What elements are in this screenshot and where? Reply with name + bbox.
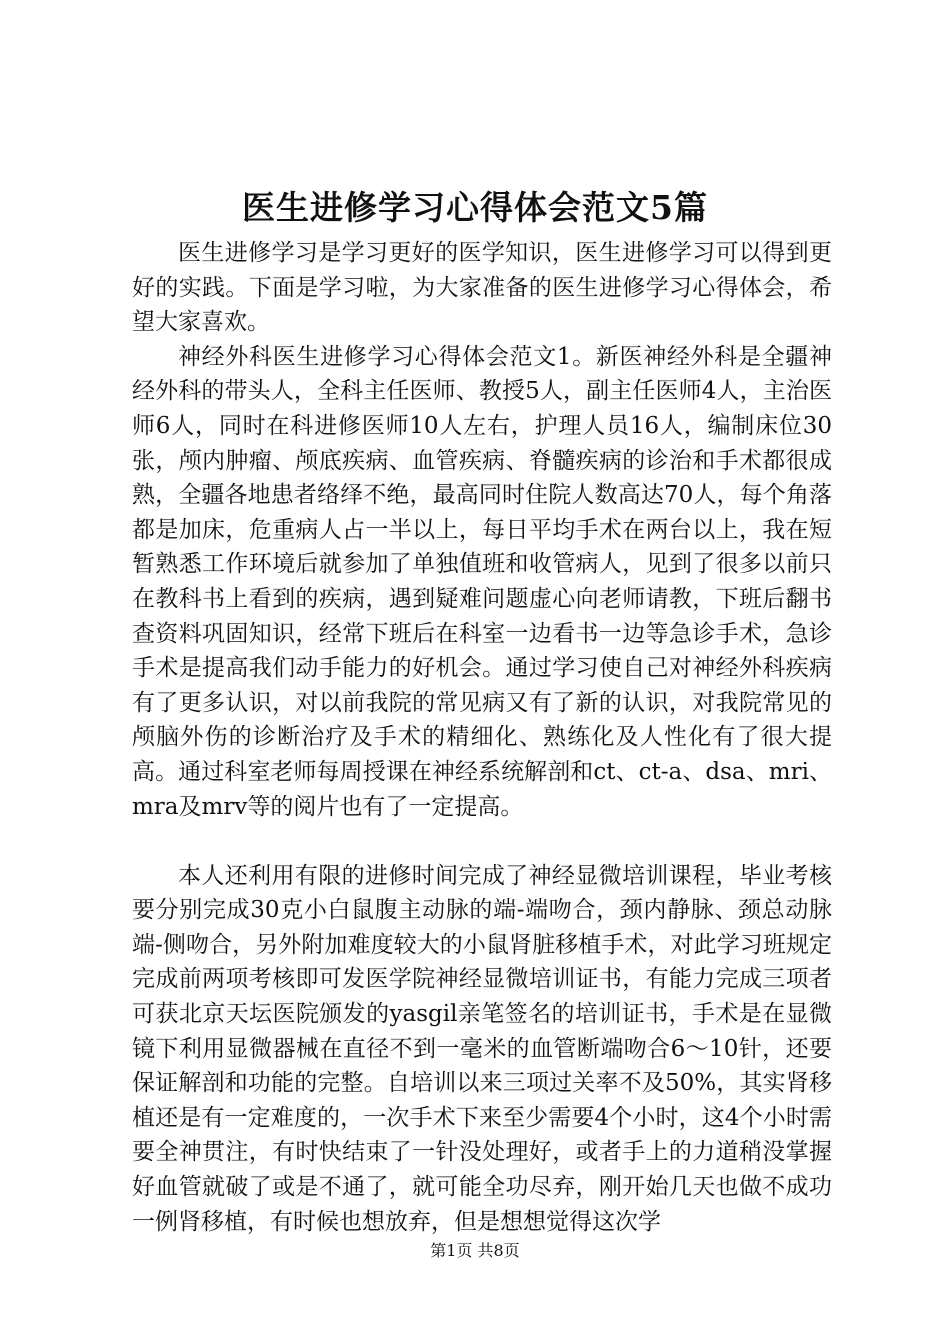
paragraph-sample-1: 神经外科医生进修学习心得体会范文1。新医神经外科是全疆神经外科的带头人，全科主任医师、教授5人，副主任医师4人，主治医师6人，同时在科进修医师10人左右，护理人员16人，编制床位30张，颅内肿瘤、颅底疾病、血管疾病、脊髓疾病的诊治和手术都很成熟，全疆各地患者络绎不绝，最高同时住院人数高达70人，每个角落都是加床，危重病人占一半以上，每日平均手术在两台以上，我在短暂熟悉工作环境后就参加了单独值班和收管病人，见到了很多以前只在教科书上看到的疾病，遇到疑难问题虚心向老师请教，下班后翻书查资料巩固知识，经常下班后在科室一边看书一边等急诊手术，急诊手术是提高我们动手能力的好机会。通过学习使自己对神经外科疾病有了更多认识，对以前我院的常见病又有了新的认识，对我院常见的颅脑外伤的诊断治疗及手术的精细化、熟练化及人性化有了很大提高。通过科室老师每周授课在神经系统解剖和ct、ct-a、dsa、mri、mra及mrv等的阅片也有了一定提高。 <box>132 343 832 820</box>
paragraph-intro: 医生进修学习是学习更好的医学知识，医生进修学习可以得到更好的实践。下面是学习啦，为大家准备的医生进修学习心得体会，希望大家喜欢。 <box>132 240 832 336</box>
paragraph-training: 本人还利用有限的进修时间完成了神经显微培训课程，毕业考核要分别完成30克小白鼠腹主动脉的端-端吻合，颈内静脉、颈总动脉端-侧吻合，另外附加难度较大的小鼠肾脏移植手术，对此学习班规定完成前两项考核即可发医学院神经显微培训证书，有能力完成三项者可获北京天坛医院颁发的yasgil亲笔签名的培训证书，手术是在显微镜下利用显微器械在直径不到一毫米的血管断端吻合6～10针，还要保证解剖和功能的完整。自培训以来三项过关率不及50%，其实肾移植还是有一定难度的，一次手术下来至少需要4个小时，这4个小时需要全神贯注，有时快结束了一针没处理好，或者手上的力道稍没掌握好血管就破了或是不通了，就可能全功尽弃，刚开始几天也做不成功一例肾移植，有时候也想放弃，但是想想觉得这次学 <box>132 862 832 1235</box>
page-footer: 第1页 共8页 <box>430 1241 520 1260</box>
document-body <box>132 236 832 1239</box>
document-title: 医生进修学习心得体会范文5篇 <box>242 188 708 227</box>
